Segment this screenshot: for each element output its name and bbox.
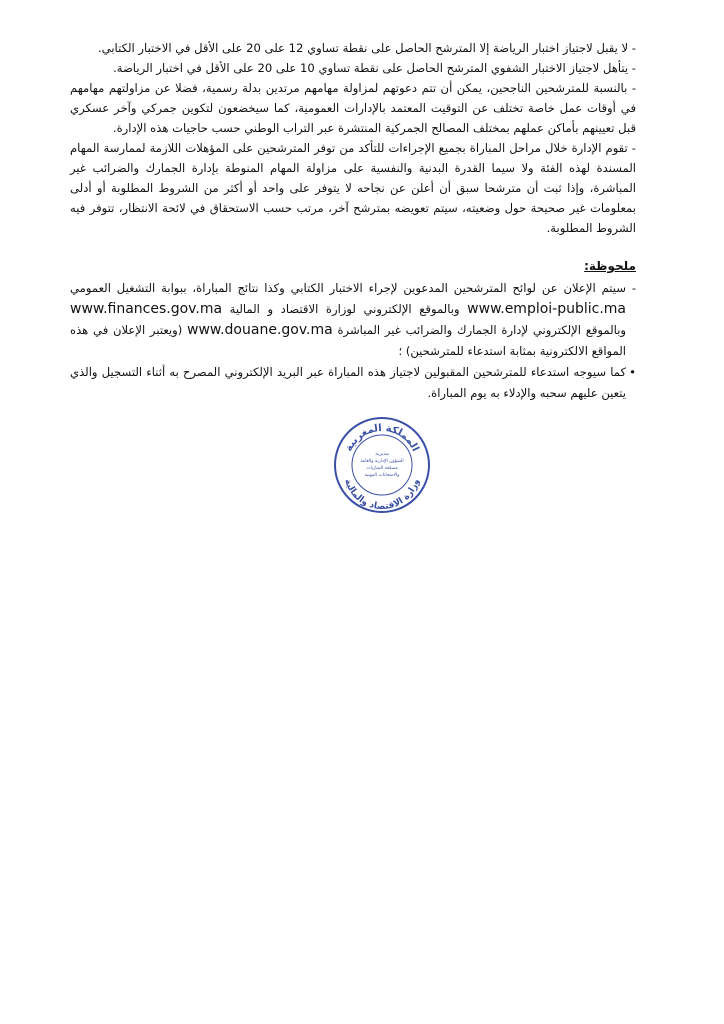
stamp-outer-text: المملكة المغربية: [343, 422, 421, 454]
note-text: (ويعتبر الإعلان في هذه المواقع الالكترونية بمثابة استدعاء للمترشحين) ؛: [70, 323, 626, 358]
note-bullet: -: [631, 281, 636, 295]
stamp-inner-line-1: مديرية: [375, 451, 389, 457]
note-bullet: •: [629, 365, 636, 379]
stamp-bottom-text: وزارة الاقتصاد والمالية: [342, 477, 422, 513]
stamp-inner-line-3: مصلحة المباريات: [366, 466, 398, 471]
note-item-convocation: [70, 362, 636, 404]
note-text: كما سيوجه استدعاء للمترشحين المقبولين لاجتياز هذه المباراة عبر البريد الإلكتروني المصرح به أثناء التسجيل والذي يتعين عليهم سحبه والإدلاء به يوم المباراة.: [70, 365, 626, 400]
note-title: ملحوظة:: [584, 259, 636, 273]
stamp-inner-line-2: الشؤون الإدارية والعامة: [360, 459, 404, 464]
link-emploi-public[interactable]: www.emploi-public.ma: [467, 301, 627, 317]
paragraph-successful-candidates: - بالنسبة للمترشحين الناجحين، يمكن أن تتم دعوتهم لمزاولة مهامهم مرتدين بدلة رسمية، فضلا عن مزاولتهم مهامهم في أوقات عمل خاصة تختلف عن التوقيت المعتمد بالإدارات العمومية، كما سيخضعون لتكوين جمركي وآخر عسكري قبل تعيينهم بأماكن عملهم بمختلف المصالح الجمركية المنتشرة عبر التراب الوطني حسب حاجيات هذه الإدارة.: [70, 81, 636, 135]
paragraph-oral-test: - يتأهل لاجتياز الاختبار الشفوي المترشح الحاصل على نقطة تساوي 10 على 20 على الأقل في اختبار الرياضة.: [113, 61, 636, 75]
official-stamp: [332, 415, 432, 515]
link-finances[interactable]: www.finances.gov.ma: [70, 301, 223, 317]
note-text: وبالموقع الإلكتروني لوزارة الاقتصاد و المالية: [229, 302, 460, 316]
link-douane[interactable]: www.douane.gov.ma: [187, 322, 333, 338]
stamp-inner-ring: [352, 435, 412, 495]
note-text: سيتم الإعلان عن لوائح المترشحين المدعوين لإجراء الاختبار الكتابي وكذا نتائج المباراة، ببوابة التشغيل العمومي: [70, 281, 626, 295]
paragraph-sports-test: - لا يقبل لاجتياز اختبار الرياضة إلا المترشح الحاصل على نقطة تساوي 12 على 20 على الأقل في الاختبار الكتابي.: [97, 41, 636, 55]
note-text: وبالموقع الإلكتروني لإدارة الجمارك والضرائب غير المباشرة: [337, 323, 627, 337]
stamp-inner-line-4: والامتحانات المهنية: [364, 473, 400, 478]
note-item-announcements: [70, 278, 636, 362]
paragraph-administration-checks: - تقوم الإدارة خلال مراحل المباراة بجميع الإجراءات للتأكد من توفر المترشحين على المؤهلات اللازمة لممارسة المهام المسندة لهذه الفئة ولا سيما القدرة البدنية والنفسية على مزاولة المهام المنوطة بإدارة الجمارك والضرائب غير المباشرة، وإذا ثبت أن مترشحا سبق أن أعلن عن نجاحه لا يتوفر على واحد أو أكثر من الشروط المطلوبة أو أدلى بمعلومات غير صحيحة حول وضعيته، سيتم تعويضه بمترشح آخر، مرتب حسب الاستحقاق في لائحة الانتظار، تتوفر فيه الشروط المطلوبة.: [70, 141, 636, 235]
